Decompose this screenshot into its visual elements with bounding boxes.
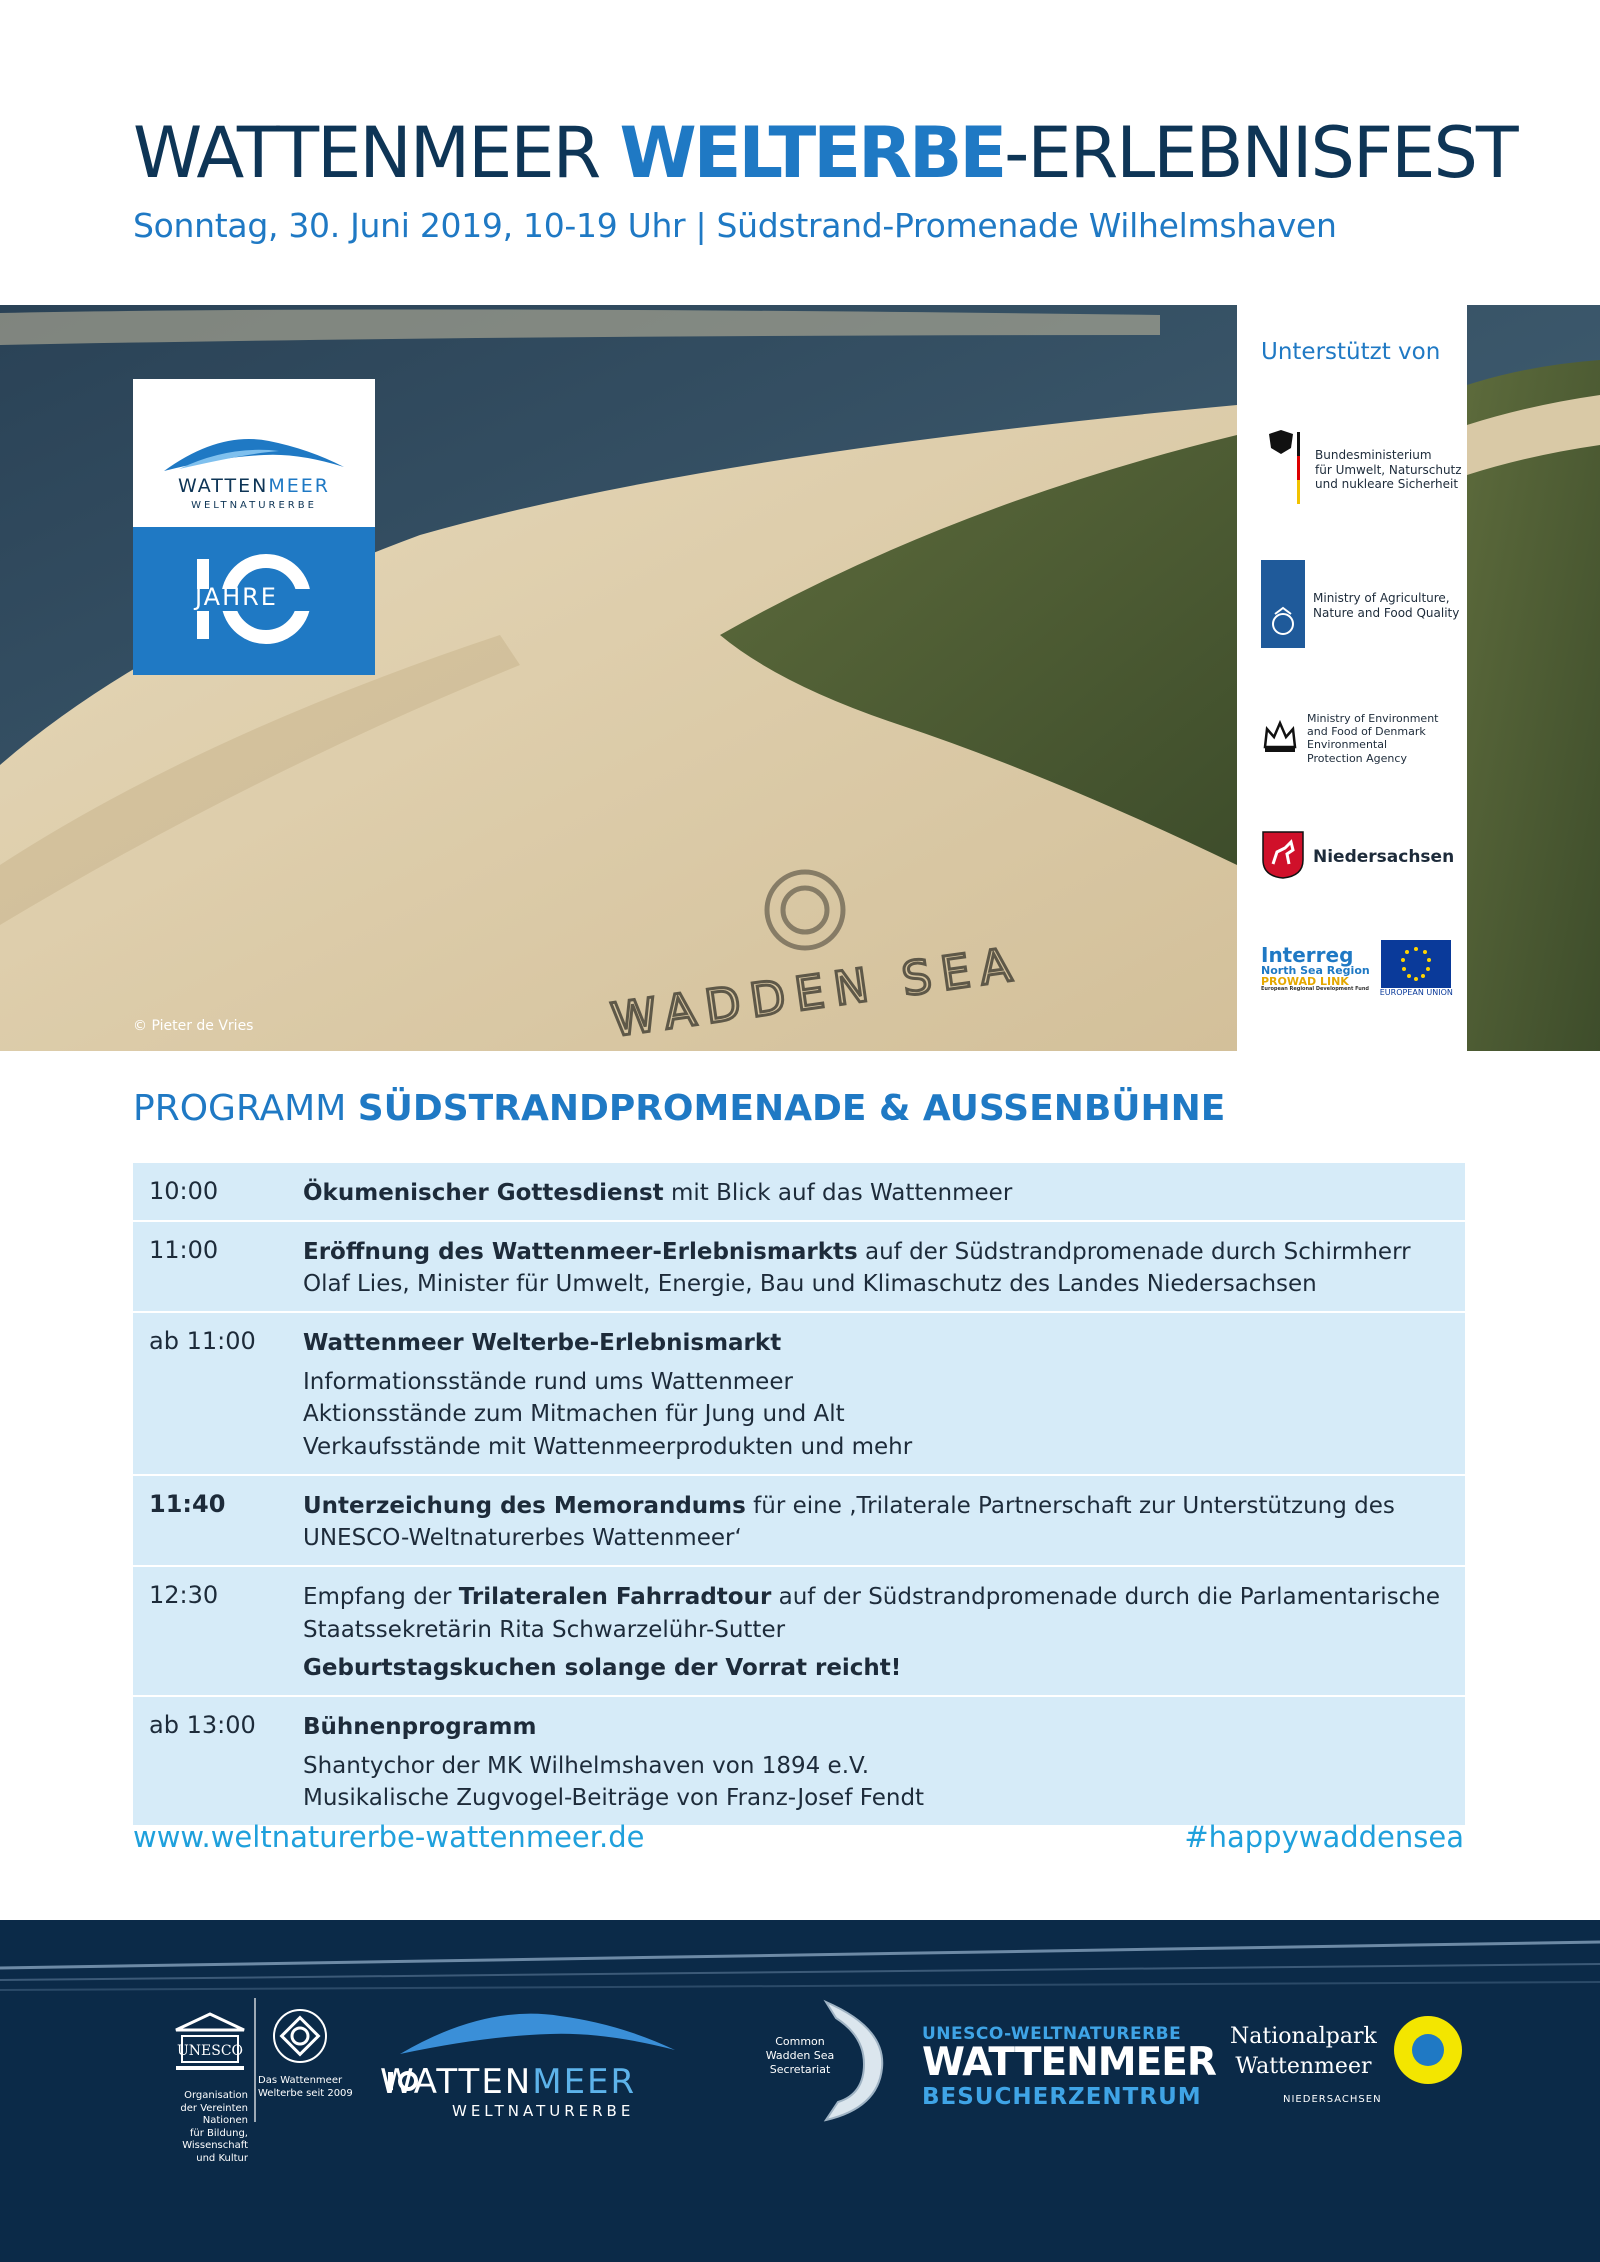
row-time: 12:30 xyxy=(149,1580,219,1609)
row-description xyxy=(303,1177,1453,1210)
programme-title xyxy=(133,1088,1225,1129)
row-time: ab 11:00 xyxy=(149,1326,256,1355)
unesco-temple-icon xyxy=(170,2010,250,2076)
page-title xyxy=(133,112,1517,194)
beach-writing: WADDEN SEA xyxy=(607,936,1025,1048)
row-text: auf der Südstrandpromenade durch Schirmherr Olaf Lies, Minister für Umwelt, Energie, Bau und Klimaschutz des Landes Niedersachsen xyxy=(303,1238,1411,1298)
footer-brand xyxy=(380,2062,636,2102)
logo-brand-sub: WELTNATURERBE xyxy=(191,500,317,511)
table-row xyxy=(133,1476,1465,1567)
row-text: für eine ‚Trilaterale Partnerschaft zur Unterstützung des UNESCO-Weltnaturerbes Wattenmeer‘ xyxy=(303,1492,1395,1552)
hashtag-link[interactable]: #happywaddensea xyxy=(1184,1820,1464,1854)
title-highlight: WELTERBE xyxy=(619,112,1005,194)
nationalpark-name xyxy=(1230,2022,1377,2081)
row-description xyxy=(303,1490,1453,1555)
interreg-wordmark: Interreg xyxy=(1261,943,1354,968)
nationalpark-sun-icon xyxy=(1392,2014,1464,2086)
visitor-centre-line-3: BESUCHERZENTRUM xyxy=(922,2084,1202,2110)
row-text: mit Blick auf das Wattenmeer xyxy=(663,1180,1013,1206)
sponsor-nl-ministry xyxy=(1261,560,1459,651)
event-subtitle: Sonntag, 30. Juni 2019, 10-19 Uhr | Südstrand-Promenade Wilhelmshaven xyxy=(133,206,1337,245)
sponsor-bmu-name: Bundesministerium für Umwelt, Naturschutz und nukleare Sicherheit xyxy=(1315,448,1462,491)
row-line: Informationsstände rund ums Wattenmeer xyxy=(303,1368,793,1395)
niedersachsen-horse-icon xyxy=(1261,830,1305,880)
row-description xyxy=(303,1711,1453,1815)
table-row xyxy=(133,1697,1465,1827)
title-part-1: WATTENMEER xyxy=(133,112,620,194)
row-time: 11:00 xyxy=(149,1235,219,1264)
sponsor-nl-ministry-name: Ministry of Agriculture, Nature and Food Quality xyxy=(1313,591,1460,620)
table-row xyxy=(133,1163,1465,1222)
nationalpark-line-2: Wattenmeer xyxy=(1235,2053,1372,2079)
cwss-text: Common Wadden Sea Secretariat xyxy=(765,2035,835,2076)
sponsor-niedersachsen xyxy=(1261,830,1454,883)
sponsor-heading: Unterstützt von xyxy=(1261,339,1441,365)
sponsor-interreg xyxy=(1261,940,1453,998)
jahre-label: JAHRE xyxy=(195,583,278,611)
unesco-wordmark: UNESCO xyxy=(176,2043,244,2059)
logo-brand-2: MEER xyxy=(268,475,330,497)
eu-flag-icon xyxy=(1381,940,1451,988)
row-bold: Bühnenprogramm xyxy=(303,1713,537,1740)
row-text: auf der Südstrandpromenade durch die Parlamentarische Staatssekretärin Rita Schwarzelühr-Sutter xyxy=(303,1583,1441,1643)
unesco-divider xyxy=(254,1998,256,2122)
programme-table xyxy=(133,1163,1465,1827)
danish-crown-icon xyxy=(1261,719,1299,755)
programme-title-2: SÜDSTRANDPROMENADE & AUSSENBÜHNE xyxy=(357,1088,1226,1129)
table-row xyxy=(133,1313,1465,1476)
interreg-fund: European Regional Development Fund xyxy=(1261,986,1369,993)
table-row xyxy=(133,1222,1465,1313)
row-line: Aktionsstände zum Mitmachen für Jung und Alt xyxy=(303,1401,845,1428)
interreg-region: North Sea Region xyxy=(1261,964,1370,978)
row-bold: Trilateralen Fahrradtour xyxy=(458,1583,772,1610)
table-row xyxy=(133,1567,1465,1697)
sponsor-bmu xyxy=(1261,428,1462,511)
photo-credit: © Pieter de Vries xyxy=(133,1018,254,1034)
footer-brand-sub: WELTNATURERBE xyxy=(452,2102,635,2120)
wave-icon xyxy=(159,431,349,475)
row-time: 11:40 xyxy=(149,1489,226,1518)
eu-label: EUROPEAN UNION xyxy=(1379,988,1453,997)
row-time: ab 13:00 xyxy=(149,1710,256,1739)
unesco-text: Organisation der Vereinten Nationen für Bildung, Wissenschaft und Kultur xyxy=(180,2090,248,2164)
row-pre-text: Empfang der xyxy=(303,1583,459,1610)
row-description xyxy=(303,1236,1453,1301)
nationalpark-sub: NIEDERSACHSEN xyxy=(1283,2094,1382,2105)
visitor-centre-line-1: UNESCO-WELTNATURERBE xyxy=(922,2024,1182,2044)
logo-brand-1: WATTEN xyxy=(178,475,269,497)
world-heritage-icon xyxy=(270,2006,330,2066)
programme-title-1: PROGRAMM xyxy=(133,1088,358,1129)
footer-brand-2: MEER xyxy=(532,2062,637,2102)
sponsor-niedersachsen-name: Niedersachsen xyxy=(1313,846,1455,867)
sponsor-dk-ministry-name: Ministry of Environment and Food of Denmark Environmental Protection Agency xyxy=(1307,712,1439,765)
website-link[interactable]: www.weltnaturerbe-wattenmeer.de xyxy=(133,1820,645,1854)
federal-eagle-icon xyxy=(1261,428,1307,508)
row-bold: Unterzeichung des Memorandums xyxy=(303,1492,746,1519)
row-extra-bold: Geburtstagskuchen solange der Vorrat reicht! xyxy=(303,1655,902,1682)
visitor-centre-line-2: WATTENMEER xyxy=(922,2040,1216,2085)
footer-wave-logo xyxy=(395,2004,680,2060)
footer-brand-1: WATTEN xyxy=(380,2062,533,2102)
anniversary-logo xyxy=(133,379,375,675)
row-bold: Ökumenischer Gottesdienst xyxy=(303,1180,664,1206)
nationalpark-line-1: Nationalpark xyxy=(1230,2024,1377,2049)
title-part-3: -ERLEBNISFEST xyxy=(1004,112,1517,194)
row-bold: Eröffnung des Wattenmeer-Erlebnismarkts xyxy=(303,1238,858,1265)
interreg-project: PROWAD LINK xyxy=(1261,975,1349,989)
row-description xyxy=(303,1327,1453,1464)
row-line: Verkaufsstände mit Wattenmeerprodukten und mehr xyxy=(303,1433,913,1460)
dutch-coat-of-arms-icon xyxy=(1261,560,1305,648)
world-heritage-text: Das Wattenmeer Welterbe seit 2009 xyxy=(258,2075,353,2099)
sponsor-dk-ministry xyxy=(1261,712,1438,765)
row-bold: Wattenmeer Welterbe-Erlebnismarkt xyxy=(303,1329,782,1356)
row-description xyxy=(303,1581,1453,1685)
row-line: Musikalische Zugvogel-Beiträge von Franz-Josef Fendt xyxy=(303,1785,925,1812)
row-time: 10:00 xyxy=(149,1177,219,1205)
row-line: Shantychor der MK Wilhelmshaven von 1894 e.V. xyxy=(303,1752,870,1779)
